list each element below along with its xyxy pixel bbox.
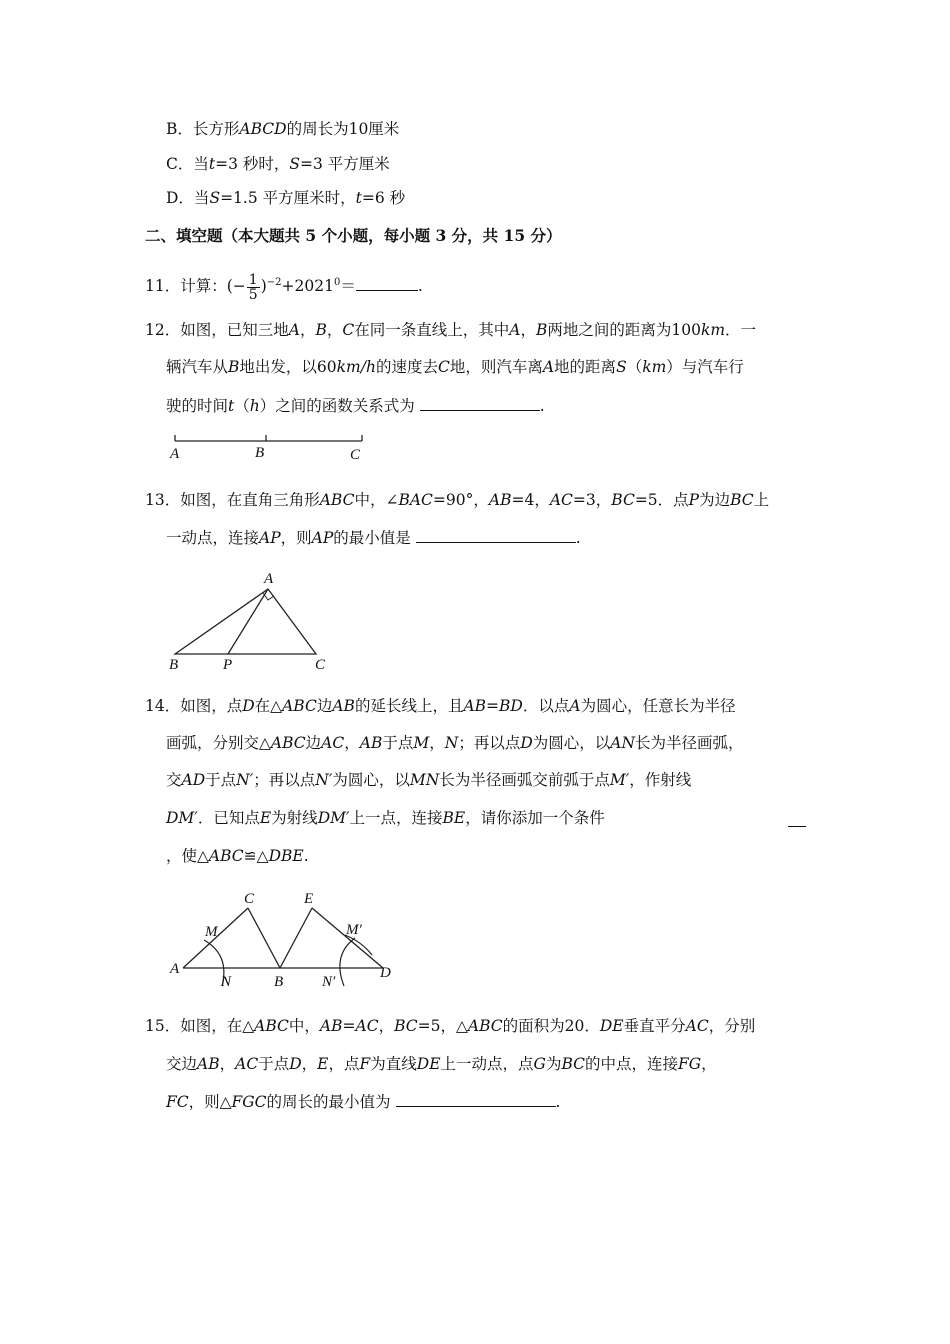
point-label-b: B [169,657,179,673]
q14-var: M [413,734,430,752]
q14-text: ．已知点 [197,809,260,827]
q15-var: DE [416,1055,441,1073]
q11-plus-term: +2021 [281,277,334,296]
q13-text: 为边 [699,491,731,509]
q14-var: N [444,734,459,752]
option-c-var-t: t [208,155,216,173]
q14-var: DM′ [166,809,198,827]
q15-text: ， [219,1055,236,1073]
q14-var: ABC [208,847,244,865]
q13-var: ABC [319,491,355,509]
point-label-a: A [264,571,274,587]
q15-var: FG [678,1055,702,1073]
q12-unit: km/h [336,358,376,376]
q15-text: 为 [545,1055,562,1073]
q14-text: ， [429,734,445,752]
q14-var: BD [499,697,523,715]
q13-text: =3， [572,491,612,509]
arc-m1 [345,935,372,955]
q12-text: 辆汽车从 [166,358,229,376]
segment-cb [248,908,280,968]
q12-var: C [437,358,450,376]
q15-var: FGC [231,1093,267,1111]
point-label-n-prime: N′ [322,974,336,990]
q15-answer-blank[interactable] [396,1090,556,1107]
point-label-c: C [350,447,361,463]
q14-text: ， [344,734,360,752]
q15-text: ，点 [328,1055,360,1073]
q11-zero-exponent: 0 [333,277,341,288]
option-c-text-end: =3 平方厘米 [300,155,390,173]
q12-text: 驶的时间 [166,397,229,415]
q13-var: AB [488,491,512,509]
q15-text: ，则△ [188,1093,232,1111]
q14-text: ，使△ [166,847,209,865]
point-label-c: C [244,891,255,907]
q15-text: ， [301,1055,318,1073]
q12-var: S [616,358,627,376]
q14-text: 为射线 [271,809,318,827]
q15-text: ，分别 [708,1017,756,1035]
q14-var: AB [359,734,383,752]
q13-var: AC [549,491,573,509]
q11-label: 11．计算： [145,277,227,296]
q15-var: AC [235,1055,259,1073]
q15-var: BC [394,1017,418,1035]
q14-var: D [520,734,533,752]
q13-text: =90°， [432,491,489,509]
q12-unit: km [700,321,726,339]
q14-var: BE [442,809,466,827]
q12-text: 12．如图，已知三地 [145,321,289,339]
q12-text: ．一 [725,321,757,339]
q13-var: AP [259,529,281,547]
q13-text: 上 [753,491,770,509]
q12-text: 地的距离 [554,358,617,376]
q14-text: 的延长线上，且 [354,697,464,715]
q14-var: N′ [236,771,254,789]
q14-var: A [569,697,581,715]
q13-text: =4， [511,491,550,509]
q15-text: 的中点，连接 [585,1055,679,1073]
q12-var: B [315,321,327,339]
option-d-text-end: =6 秒 [361,189,406,207]
q12-var: A [509,321,521,339]
q15-text: = [342,1017,356,1035]
point-label-b: B [274,974,284,990]
q14-var: AB [332,697,355,715]
option-d-var-t: t [355,189,362,207]
q13-text: 一动点，连接 [166,529,260,547]
q14-text: ，作射线 [629,771,692,789]
q14-var: AN [610,734,636,752]
q13-end: . [575,529,581,547]
q14-text: 上一点，连接 [349,809,443,827]
q15-var: F [359,1055,371,1073]
q14-text: 为圆心，以 [332,771,410,789]
q14-text: 在△ [254,697,283,715]
q14-text: ；再以点 [458,734,521,752]
q12-var: A [542,358,555,376]
point-label-d: D [380,965,391,981]
q14-var: AD [181,771,206,789]
q14-text: 14．如图，点 [145,697,243,715]
q15-text: 15．如图，在△ [145,1017,255,1035]
point-label-a: A [170,961,180,977]
q12-sep: ， [520,321,536,339]
q13-var: P [688,491,700,509]
q15-text: =5，△ [417,1017,468,1035]
q14-text: 长为半径画弧， [635,734,744,752]
q11-paren-close: ) [260,277,267,296]
q15-text: 上一动点，点 [440,1055,534,1073]
q12-unit: km [642,358,667,376]
q12-text: 的速度去 [375,358,438,376]
q12-var: A [288,321,300,339]
q15-var: AC [685,1017,709,1035]
q13-text: ，则 [280,529,312,547]
q12-var: t [228,397,235,415]
q14-text: ≌△ [243,847,269,865]
q15-var: G [533,1055,546,1073]
q12-var: C [342,321,355,339]
question-15-line-1 [145,1015,755,1037]
q15-var: ABC [467,1017,503,1035]
q12-text: （ [626,358,643,376]
q14-var: AC [321,734,345,752]
q12-sep: ， [299,321,316,339]
q15-text: 的周长的最小值为 [266,1093,391,1111]
q15-end: . [555,1093,561,1111]
option-c-var-s: S [289,155,301,173]
q12-var: B [535,321,548,339]
q14-text: 边 [305,734,322,752]
point-label-m: M [205,924,218,940]
q14-text: ．以点 [522,697,570,715]
q14-text: 交 [166,771,182,789]
q14-text: 于点 [205,771,237,789]
point-label-p: P [223,657,233,673]
q12-var: B [228,358,240,376]
q12-text: 两地之间的距离为100 [547,321,701,339]
q14-var: M′ [609,771,630,789]
q15-var: AB [197,1055,220,1073]
arc-m1n1 [340,938,355,986]
q13-text: 中，∠ [354,491,399,509]
q15-var: AC [355,1017,379,1035]
q15-text: 垂直平分 [623,1017,686,1035]
q15-var: BC [561,1055,585,1073]
q14-text: ，请你添加一个条件 [465,809,605,827]
q14-var: ABC [270,734,306,752]
option-d-var-s: S [209,189,221,207]
q15-var: FC [166,1093,189,1111]
q14-text: 画弧，分别交△ [166,734,271,752]
q14-var: DM′ [317,809,350,827]
option-d-text: D．当 [166,189,210,207]
q12-text: （ [234,397,250,415]
q15-text: 于点 [258,1055,290,1073]
q12-sep: ， [326,321,343,339]
q12-text: 在同一条直线上，其中 [354,321,510,339]
q15-text: 为直线 [370,1055,417,1073]
point-label-m-prime: M′ [346,922,362,938]
q12-text: ）与汽车行 [666,358,744,376]
q12-text: 地出发，以60 [239,358,337,376]
q14-text: = [486,697,500,715]
q14-text: 为圆心，任意长为半径 [580,697,736,715]
q15-var: E [317,1055,329,1073]
q13-text: =5．点 [634,491,689,509]
q12-unit: h [249,397,260,415]
q15-var: DE [599,1017,624,1035]
q13-var: AP [311,529,334,547]
option-c-mid: =3 秒时， [215,155,290,173]
option-d-mid: =1.5 平方厘米时， [220,189,356,207]
option-b-var: ABCD [239,120,287,138]
q14-text: . [303,847,309,865]
q14-text: 长为半径画弧交前弧于点 [439,771,610,789]
point-label-e: E [304,891,314,907]
q13-text: 13．如图，在直角三角形 [145,491,320,509]
q15-var: D [289,1055,302,1073]
q11-equals: ＝ [340,277,356,296]
q13-var: BC [611,491,635,509]
point-label-n: N [221,974,232,990]
q14-text: 边 [316,697,333,715]
q13-var: BAC [398,491,433,509]
q11-denominator: 5 [248,286,258,303]
point-label-b: B [255,445,265,461]
q11-numerator: 1 [248,271,258,288]
q13-text: 的最小值是 [333,529,411,547]
q12-text: ）之间的函数关系式为 [259,397,415,415]
q13-var: BC [730,491,754,509]
q15-var: ABC [254,1017,289,1035]
q14-text: 为圆心，以 [532,734,611,752]
q11-exponent: −2 [266,277,282,288]
point-label-c: C [315,657,326,673]
q15-text: 中， [288,1017,320,1035]
question-15-line-2 [166,1053,717,1075]
question-15-line-3 [166,1090,560,1113]
option-b-text-end: 的周长为10厘米 [286,120,400,138]
q15-text: 交边 [166,1055,198,1073]
point-label-a: A [170,446,180,462]
section-heading: 二、填空题（本大题共 5 个小题，每小题 3 分，共 15 分） [145,226,562,245]
q14-var: N′ [315,771,333,789]
q14-text: 于点 [382,734,414,752]
option-b-text: B．长方形 [166,120,240,138]
q12-end: . [539,397,545,415]
q14-var: MN [409,771,440,789]
segment-ed [312,908,383,968]
q11-end: . [417,277,423,296]
q14-var: AB [463,697,487,715]
q14-text: ；再以点 [253,771,316,789]
q14-var: ABC [282,697,317,715]
q15-text: ， [378,1017,395,1035]
q15-var: AB [319,1017,343,1035]
segment-be [280,908,312,968]
q15-text: 的面积为20． [502,1017,600,1035]
q14-var: E [259,809,272,827]
option-c-text: C．当 [166,155,209,173]
q14-var: D [242,697,255,715]
q15-text: ， [701,1055,717,1073]
q12-text: 地，则汽车离 [449,358,543,376]
q14-var: DBE [268,847,304,865]
q11-paren-open: (− [226,277,246,296]
